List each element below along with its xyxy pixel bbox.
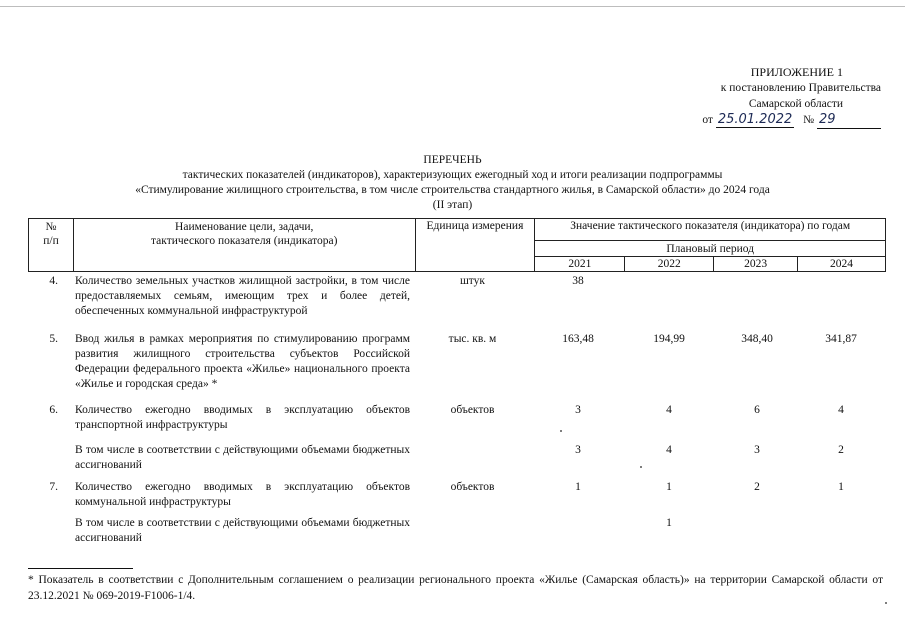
row-number: 6. [49, 404, 58, 416]
row-value-2022: 1 [666, 481, 672, 493]
row-value-2024: 2 [838, 444, 844, 456]
handwritten-number: 29 [817, 112, 881, 129]
year-header: 2021 [535, 257, 625, 272]
row-name: Количество ежегодно вводимых в эксплуатацию объектов коммунальной инфраструктуры [75, 481, 410, 508]
row-unit: штук [459, 275, 486, 287]
row-unit: объектов [450, 481, 495, 493]
row-value-2022: 4 [666, 404, 672, 416]
appendix-line2: Самарской области [748, 98, 843, 110]
row-name: Ввод жилья в рамках мероприятия по стимулированию программ развития жилищного строительства субъектов Российской Федерации федерального проекта «Жилье» национального проекта «Жилье и городская среда» * [75, 333, 410, 390]
row-name: Количество ежегодно вводимых в эксплуатацию объектов транспортной инфраструктуры [75, 404, 410, 431]
year-header: 2024 [798, 257, 886, 272]
col-unit-header: Единица измерения [415, 219, 535, 272]
planned-period-header: Плановый период [535, 241, 886, 257]
row-value-2023: 348,40 [741, 333, 773, 345]
row-value-2021: 3 [575, 444, 581, 456]
row-number: 7. [49, 481, 58, 493]
row-unit: тыс. кв. м [448, 333, 497, 345]
row-value-2023: 2 [754, 481, 760, 493]
title-line1: тактических показателей (индикаторов), характеризующих ежегодный ход и итоги реализации подпрограммы [182, 169, 723, 181]
row-value-2021: 163,48 [562, 333, 594, 345]
date-prefix: от [702, 114, 713, 126]
col-values-header: Значение тактического показателя (индикатора) по годам [535, 219, 886, 241]
scan-speck [640, 466, 642, 468]
row-unit: объектов [450, 404, 495, 416]
row-value-2024: 341,87 [825, 333, 857, 345]
appendix-block [702, 64, 881, 129]
appendix-date-line [702, 112, 881, 129]
handwritten-date: 25.01.2022 [717, 112, 793, 127]
row-name: В том числе в соответствии с действующими объемами бюджетных ассигнований [75, 517, 410, 544]
scan-speck [560, 430, 562, 432]
row-value-2022: 4 [666, 444, 672, 456]
row-name: В том числе в соответствии с действующими объемами бюджетных ассигнований [75, 444, 410, 471]
document-title [0, 153, 905, 213]
title-line2: «Стимулирование жилищного строительства, в том числе строительства стандартного жилья, в Самарской области» до 2024 года [135, 184, 770, 196]
row-value-2023: 3 [754, 444, 760, 456]
indicator-table-header [28, 218, 886, 272]
row-number: 4. [49, 275, 58, 287]
row-value-2024: 4 [838, 404, 844, 416]
row-name: Количество земельных участков жилищной застройки, в том числе предоставляемых семьям, имеющим трех и более детей, обеспеченных коммунальной инфраструктурой [75, 275, 410, 317]
page-edge-line [0, 6, 905, 7]
col-num-header: № п/п [29, 219, 74, 272]
row-value-2022: 1 [666, 517, 672, 529]
row-value-2024: 1 [838, 481, 844, 493]
appendix-heading: ПРИЛОЖЕНИЕ 1 [750, 65, 843, 79]
number-prefix: № [803, 114, 815, 126]
row-value-2023: 6 [754, 404, 760, 416]
footnote: * Показатель в соответствии с Дополнительным соглашением о реализации регионального проекта «Жилье (Самарская область)» на территории Самарской области от 23.12.2021 № 069-2019-F1006-1/4. [28, 574, 883, 602]
footnote-separator [28, 568, 133, 569]
year-header: 2022 [625, 257, 714, 272]
row-number: 5. [49, 333, 58, 345]
title-heading: ПЕРЕЧЕНЬ [423, 154, 482, 166]
row-value-2021: 3 [575, 404, 581, 416]
title-line3: (II этап) [432, 199, 473, 211]
year-header: 2023 [714, 257, 798, 272]
row-value-2021: 1 [575, 481, 581, 493]
row-value-2021: 38 [572, 275, 584, 287]
col-name-header: Наименование цели, задачи, тактического показателя (индикатора) [73, 219, 415, 272]
row-value-2022: 194,99 [653, 333, 685, 345]
appendix-line1: к постановлению Правительства [720, 82, 881, 94]
scan-speck [885, 602, 887, 604]
